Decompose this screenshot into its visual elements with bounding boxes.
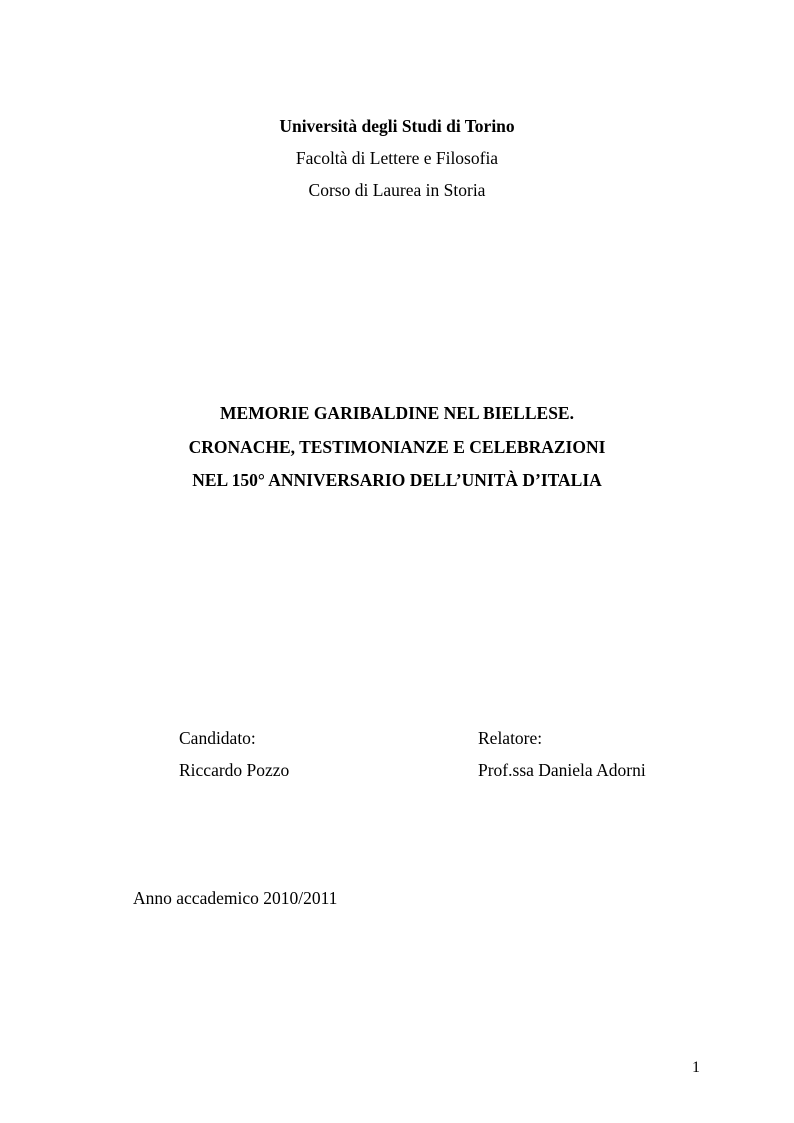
thesis-title-line-1: MEMORIE GARIBALDINE NEL BIELLESE. <box>220 403 574 423</box>
candidate-label: Candidato: <box>179 728 256 748</box>
supervisor-label: Relatore: <box>478 728 543 748</box>
thesis-title-line-2: CRONACHE, TESTIMONIANZE E CELEBRAZIONI <box>188 437 606 457</box>
faculty-name: Facoltà di Lettere e Filosofia <box>295 148 499 168</box>
university-name: Università degli Studi di Torino <box>279 116 515 136</box>
academic-year: Anno accademico 2010/2011 <box>133 888 338 908</box>
supervisor-name: Prof.ssa Daniela Adorni <box>478 760 646 780</box>
course-name: Corso di Laurea in Storia <box>308 180 486 200</box>
thesis-title-line-3: NEL 150° ANNIVERSARIO DELL’UNITÀ D’ITALIA <box>192 470 602 490</box>
candidate-name: Riccardo Pozzo <box>179 760 290 780</box>
page-number: 1 <box>692 1059 700 1076</box>
